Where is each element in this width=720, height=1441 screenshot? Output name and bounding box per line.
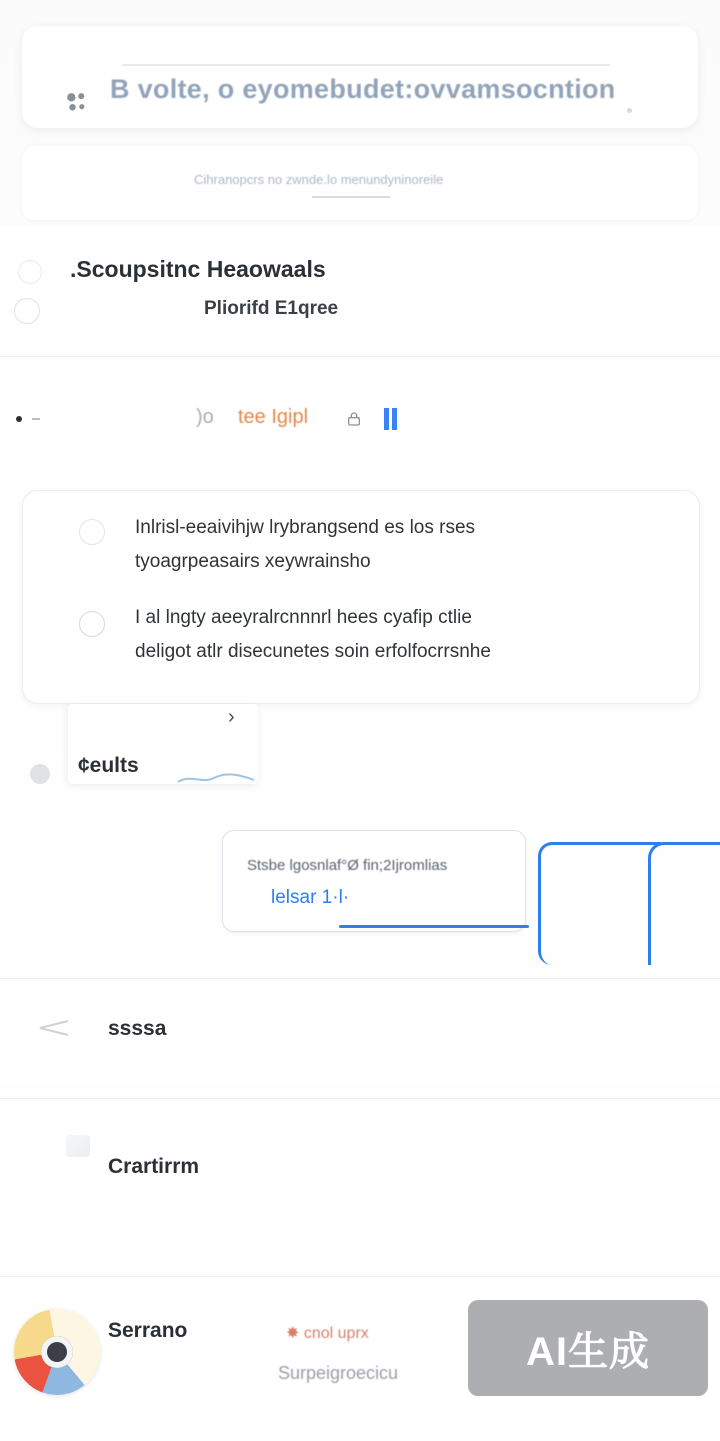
option-line-1: I al lngty aeeyralrcnnnrl hees cyafip ctlie bbox=[135, 607, 472, 628]
option-radio[interactable] bbox=[79, 519, 105, 545]
options-card bbox=[22, 490, 700, 704]
action-card-link[interactable]: lelsar 1·l· bbox=[271, 887, 350, 908]
action-card-text: Stsbe lgosnlaf°Ø fin;2Ijromlias bbox=[247, 857, 448, 874]
avatar bbox=[14, 1309, 100, 1395]
handwriting-mark bbox=[176, 772, 256, 786]
toolbar-label-primary[interactable]: tee Igipl bbox=[238, 406, 309, 428]
headline-radio-b[interactable] bbox=[14, 298, 40, 324]
sparkle-icon bbox=[62, 88, 90, 116]
ai-watermark: AI生成 bbox=[468, 1300, 708, 1396]
option-line-2: deligot atlr disecunetes soin erfolfocrrsnhe bbox=[135, 641, 491, 662]
highlight-frame-right bbox=[648, 842, 720, 965]
chevron-left-icon bbox=[36, 1019, 70, 1037]
subtitle-text: Cihranopcrs no zwnde.lo menundyninoreile bbox=[194, 172, 444, 187]
toolbar-bullet bbox=[16, 416, 22, 422]
subtitle-card bbox=[22, 146, 698, 220]
toolbar-dash bbox=[32, 418, 40, 420]
list-item[interactable] bbox=[0, 1098, 720, 1225]
footer-title: Serrano bbox=[108, 1319, 188, 1342]
header-status-dot bbox=[627, 108, 632, 113]
results-bullet-icon bbox=[30, 764, 50, 784]
option-line-2: tyoagrpeasairs xeywrainsho bbox=[135, 551, 371, 572]
list-item-label: ssssa bbox=[108, 1017, 167, 1040]
footer-tag: ✸ cnol uprx bbox=[286, 1325, 369, 1342]
chevron-right-icon[interactable]: › bbox=[228, 706, 235, 728]
subtitle-underline bbox=[312, 196, 390, 198]
toolbar-row bbox=[0, 366, 720, 474]
header-divider bbox=[122, 64, 610, 66]
action-card-underline bbox=[339, 925, 529, 928]
equalizer-icon[interactable] bbox=[384, 408, 402, 430]
header-card bbox=[22, 26, 698, 128]
toolbar-label-secondary: )o bbox=[196, 406, 214, 428]
action-card[interactable] bbox=[222, 830, 526, 932]
header-title: B volte, o eyomebudet:ovvamsocntion bbox=[110, 74, 616, 104]
list-item-label: Crartirrm bbox=[108, 1155, 200, 1178]
highlight-frame-left bbox=[538, 842, 661, 965]
headline-subtitle: Pliorifd E1qree bbox=[204, 298, 339, 319]
lock-icon[interactable] bbox=[346, 410, 362, 428]
option-radio[interactable] bbox=[79, 611, 105, 637]
results-row[interactable] bbox=[0, 740, 720, 820]
headline-radio-a[interactable] bbox=[18, 260, 42, 284]
option-line-1: Inlrisl-eeaivihjw lrybrangsend es los rses bbox=[135, 517, 476, 538]
list-item[interactable] bbox=[0, 978, 720, 1083]
headline-section bbox=[0, 226, 720, 357]
headline-title: .Scoupsitnc Heaowaals bbox=[70, 256, 326, 282]
page-icon bbox=[66, 1135, 90, 1157]
results-label: ¢eults bbox=[78, 754, 139, 777]
footer-subtitle: Surpeigroecicu bbox=[278, 1363, 399, 1383]
